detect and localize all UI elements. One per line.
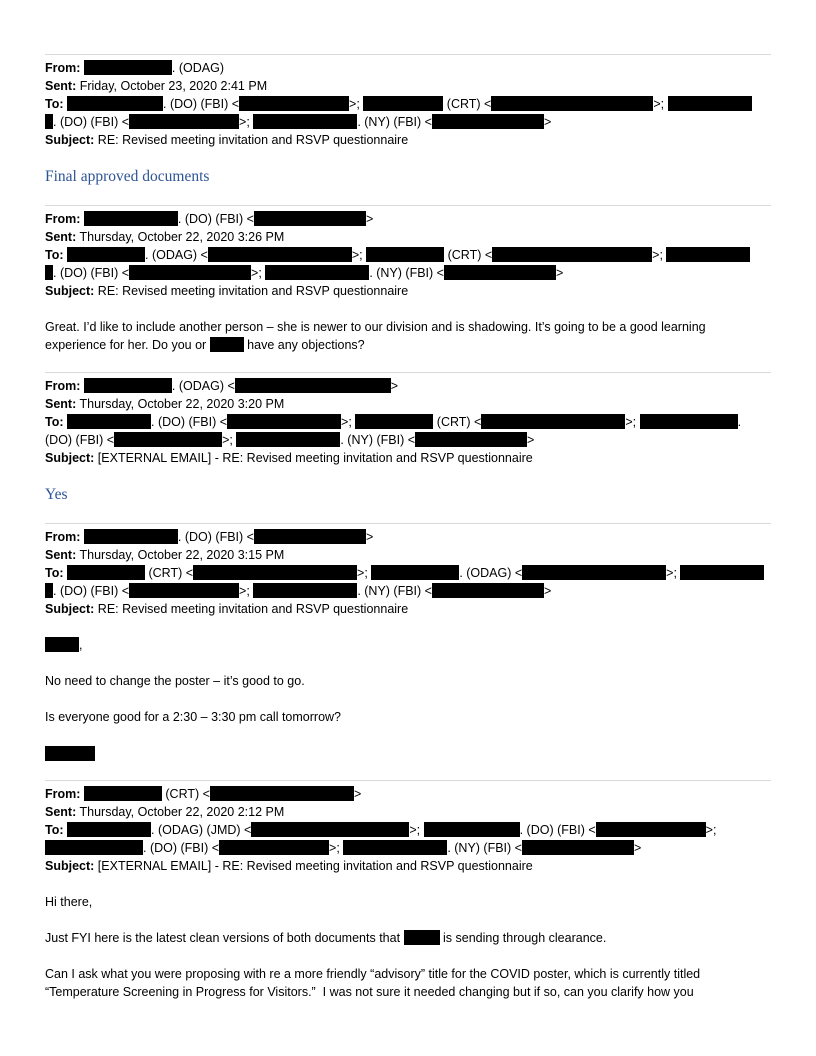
email-4-paragraph: No need to change the poster – it’s good to go. [45,674,305,688]
email-4-greeting: , [45,636,82,654]
email-5-to-cont: . (DO) (FBI) < >; . (NY) (FBI) < > [45,839,641,857]
redaction [67,414,151,429]
divider [45,780,771,781]
email-2-to: To: . (ODAG) < >; (CRT) < >; [45,246,750,264]
email-1-body: Final approved documents [45,168,210,185]
from-label: From: [45,61,81,75]
redaction [129,265,251,280]
redaction [666,247,750,262]
redaction [522,840,634,855]
redaction [84,211,178,226]
redaction [235,378,391,393]
email-5-subject: Subject: [EXTERNAL EMAIL] - RE: Revised meeting invitation and RSVP questionnaire [45,859,533,873]
redaction [129,114,239,129]
redaction [67,96,163,111]
email-3-to-cont: (DO) (FBI) < >; . (NY) (FBI) < > [45,433,535,447]
email-2-subject: Subject: RE: Revised meeting invitation and RSVP questionnaire [45,284,409,298]
redaction [253,583,357,598]
redaction [45,265,53,280]
redaction [640,414,738,429]
redaction [424,822,520,837]
redaction [481,414,625,429]
redaction [114,432,222,447]
email-5-paragraph: Just FYI here is the latest clean versions of both documents that is sending through clearance. [45,931,607,945]
redaction [680,565,764,580]
email-1-to: To: . (DO) (FBI) < >; (CRT) < >; [45,95,752,113]
divider [45,372,771,373]
email-3-to: To: . (DO) (FBI) < >; (CRT) < >; . [45,415,742,429]
email-4-to: To: (CRT) < >; . (ODAG) < >; [45,564,764,582]
redaction [45,746,95,761]
redaction [492,247,652,262]
email-5-from: From: (CRT) < > [45,787,362,801]
email-5-paragraph: Hi there, [45,895,93,909]
divider [45,205,771,206]
redaction [67,822,151,837]
email-3-subject: Subject: [EXTERNAL EMAIL] - RE: Revised meeting invitation and RSVP questionnaire [45,451,533,465]
redaction [129,583,239,598]
redaction [67,247,145,262]
redaction [239,96,349,111]
email-4-paragraph: Is everyone good for a 2:30 – 3:30 pm call tomorrow? [45,710,341,724]
email-1-subject: Subject: RE: Revised meeting invitation and RSVP questionnaire [45,133,409,147]
redaction [355,414,433,429]
email-4-to-cont: . (DO) (FBI) < >; . (NY) (FBI) < > [45,582,551,600]
divider [45,54,771,55]
email-1-sent: Sent: Friday, October 23, 2020 2:41 PM [45,79,268,93]
email-1-to-cont: . (DO) (FBI) < >; . (NY) (FBI) < > [45,113,551,131]
redaction [84,60,172,75]
redaction [343,840,447,855]
redaction [208,247,352,262]
redaction [219,840,329,855]
redaction [265,265,369,280]
redaction [366,247,444,262]
email-4-from: From: . (DO) (FBI) < > [45,530,374,544]
redaction [236,432,340,447]
redaction [596,822,706,837]
redaction [45,637,79,652]
email-2-from: From: . (DO) (FBI) < > [45,212,374,226]
redaction [363,96,443,111]
email-5-paragraph: Can I ask what you were proposing with re a more friendly “advisory” title for the COVID poster, which is currently titled “Temperature Screening in Progress for Visitors.” I was not sure it needed changing but if so, can you clarify how you [45,967,701,999]
email-5-to: To: . (ODAG) (JMD) < >; . (DO) (FBI) < >; [45,823,717,837]
redaction [210,786,354,801]
redaction [491,96,653,111]
email-3-from: From: . (ODAG) < > [45,379,399,393]
redaction [253,114,357,129]
redaction [45,583,53,598]
email-2-sent: Sent: Thursday, October 22, 2020 3:26 PM [45,230,285,244]
redaction [415,432,527,447]
redaction [84,378,172,393]
email-4-sent: Sent: Thursday, October 22, 2020 3:15 PM [45,548,285,562]
redaction [668,96,752,111]
redaction [84,786,162,801]
email-3-body: Yes [45,486,68,503]
email-5-sent: Sent: Thursday, October 22, 2020 2:12 PM [45,805,285,819]
email-2-to-cont: . (DO) (FBI) < >; . (NY) (FBI) < > [45,264,563,282]
redaction [404,930,440,945]
email-4-subject: Subject: RE: Revised meeting invitation and RSVP questionnaire [45,602,409,616]
redaction [84,529,178,544]
redaction [210,337,244,352]
redaction [432,583,544,598]
redaction [254,211,366,226]
email-3-sent: Sent: Thursday, October 22, 2020 3:20 PM [45,397,285,411]
redaction [45,840,143,855]
redaction [254,529,366,544]
redaction [67,565,145,580]
redaction [45,114,53,129]
redaction [371,565,459,580]
email-1-from: From: . (ODAG) [45,61,224,75]
redaction [251,822,409,837]
redaction [227,414,341,429]
divider [45,523,771,524]
redaction [193,565,357,580]
redaction [522,565,666,580]
redaction [444,265,556,280]
email-2-body: Great. I’d like to include another person – she is newer to our division and is shadowing. It’s going to be a good learning experience for her. Do you or have any objections? [45,320,706,352]
redaction [432,114,544,129]
